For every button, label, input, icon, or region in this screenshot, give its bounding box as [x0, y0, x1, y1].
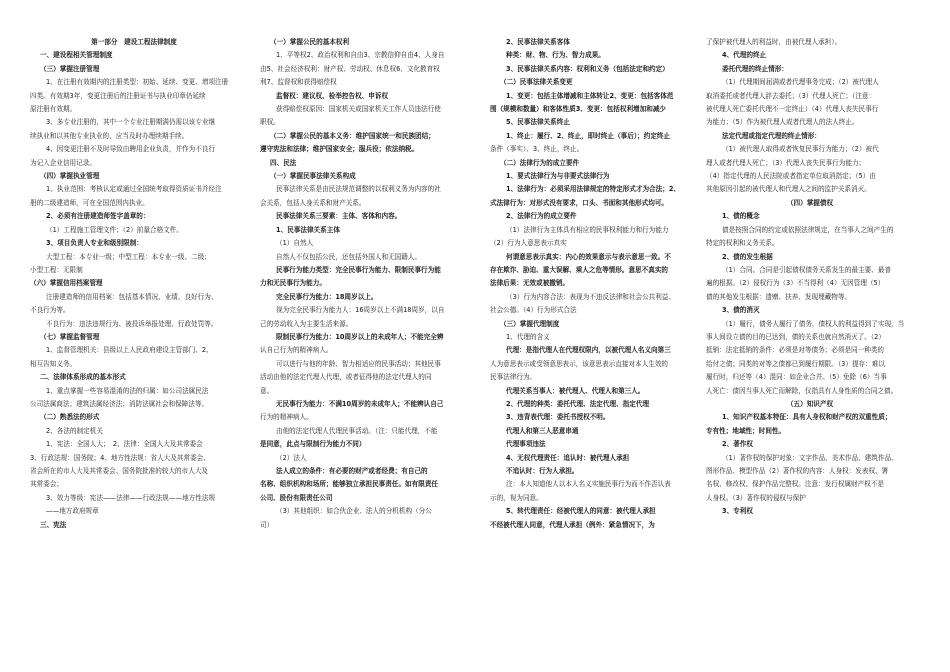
- text-line: 代理人和第三人恶意串通: [506, 426, 579, 435]
- text-line: 3、债的消灭: [722, 306, 760, 315]
- text-line: 民事法律关系三要素：主体、客体和内容。: [276, 212, 402, 221]
- text-line: 完全民事行为能力：18周岁以上。: [276, 292, 378, 301]
- text-line: 不追认时：行为人承担。: [506, 467, 579, 475]
- text-line: 3、违背表代理：委托书授权不明。: [506, 413, 610, 422]
- text-line: 3、专利权: [722, 507, 753, 516]
- text-line: 事人间设立债的目的已达到，债的关系也就自然消灭了。（2）: [706, 332, 885, 341]
- text-line: 3、行政法规：国务院；4、地方性法规：省人大及其常委会、: [30, 453, 210, 462]
- text-line: 无民事行为能力：不满10周岁的未成年人；不能辨认自己: [276, 399, 444, 408]
- column-2: [260, 36, 468, 532]
- text-line: 力和无民事行为能力。: [260, 279, 326, 288]
- text-line: 司）: [260, 520, 274, 529]
- text-line: 名权、修改权、保护作品完整权。注意：发行权属财产权不是: [706, 480, 885, 489]
- text-line: 可以进行与他的年龄、智力相适应的民事活动；其他民事: [276, 359, 441, 368]
- text-line: 1、债的概念: [722, 212, 760, 221]
- text-line: （六）掌握信用档案管理: [30, 279, 103, 288]
- text-line: 4、代理的终止: [722, 51, 767, 60]
- text-line: 4、因变更注册不及时导致由聘用企业负责，并作为不良行: [46, 145, 216, 154]
- text-line: 第一部分 建设工程法律制度: [91, 38, 177, 46]
- column-1: [30, 36, 238, 532]
- text-line: 式法律行为：对形式没有要求，口头、书面和其他形式均可。: [490, 198, 669, 207]
- text-line: 1、平等权2、政治权利和自由3、宗教信仰自由4、人身自: [276, 51, 445, 60]
- text-line: 人身权。（3）著作权的侵权与保护: [706, 493, 806, 502]
- text-line: 2、必须有注册建造师签字盖章的：: [46, 212, 150, 221]
- text-line: 人为意思表示或受领意思表示，该意思表示直接对本人生效的: [490, 359, 669, 368]
- text-line: 是同意，此点与限制行为能力不同）: [260, 440, 366, 449]
- text-line: 委托代理的终止情形：: [722, 64, 788, 73]
- text-line: （2）法人: [276, 453, 307, 462]
- text-line: 获得赔偿权原因：国家机关或国家机关工作人员违法行使: [276, 105, 441, 114]
- text-line: 1、要式法律行为与非要式法律行为: [506, 172, 610, 181]
- text-line: 职权。: [260, 118, 280, 127]
- text-line: 债的其他发生根据：遗赠、扶养、发现埋藏物等。: [706, 292, 852, 301]
- text-line: 1、知识产权基本特征：具有人身权和财产权的双重性质；: [722, 413, 892, 422]
- text-line: 由5、社会经济权利：财产权、劳动权、休息权6、文化教育权: [260, 64, 440, 73]
- text-line: 四类。有效期3年，变更注册后的注册证书与执业印章仍延续: [30, 91, 206, 100]
- text-line: 2、各法的制定机关: [46, 426, 103, 435]
- text-line: 5、转代理责任：经被代理人的同意：被代理人承担: [506, 507, 656, 516]
- text-line: 代理关系当事人：被代理人、代理人和第三人。: [506, 386, 645, 395]
- text-line: 为能力；（5）作为被代理人或者代理人的法人终止。: [706, 118, 859, 127]
- text-line: 行为的精神病人。: [260, 413, 313, 422]
- text-line: 认自己行为的精神病人。: [260, 346, 333, 355]
- text-line: 3、项目负责人专业和级别限制：: [46, 239, 143, 248]
- text-line: 小型工程：无限制: [30, 265, 83, 274]
- text-line: （二）法律行为的成立要件: [500, 158, 580, 167]
- text-line: 1、宪法：全国人大； 2、法律：全国人大及其常委会: [46, 440, 203, 449]
- text-line: 法人成立的条件：有必要的财产或者经费；有自己的: [276, 467, 428, 475]
- text-line: 1、监督管理机关：县级以上人民政府建设主管部门、2、: [46, 346, 213, 355]
- text-line: 名称、组织机构和场所；能够独立承担民事责任。如有限责任: [260, 480, 439, 489]
- text-line: 理人或者代理人死亡；（3）代理人丧失民事行为能力；: [706, 158, 866, 167]
- text-line: 利7、监督权和获得赔偿权: [260, 78, 337, 87]
- text-line: 注：本人知道他人以本人名义实施民事行为而不作否认表: [506, 480, 671, 489]
- text-line: 为记入企业信用记录。: [30, 158, 96, 167]
- text-line: 专有性；地域性；时间性。: [706, 426, 786, 435]
- text-line: （1）工程施工管理文件；（2）前量合格文件。: [46, 225, 183, 234]
- text-line: （四）掌握执业管理: [40, 172, 100, 181]
- text-line: 公司法属商法；建筑法属经济法；消防法属社会和保障法等。: [30, 399, 209, 408]
- text-line: 不良行为：违法违规行为、被投诉举报处理、行政处罚等。: [46, 319, 218, 328]
- text-line: （二）民事法律关系变更: [500, 78, 573, 87]
- text-line: 取消委托或者代理人辞去委托；（3）代理人死亡；（注意：: [706, 91, 876, 100]
- text-line: （三）掌握注册管理: [40, 64, 100, 73]
- text-line: 会关系，包括人身关系和财产关系。: [260, 198, 366, 207]
- text-line: 1、执业范围：考核认定或通过全国统考取得资质证书并经注: [46, 185, 222, 194]
- text-line: （1）履行，债务人履行了债务，债权人的利益得到了实现，当: [722, 319, 905, 328]
- text-line: （1）法律行为主体具有相应的民事权利能力和行为能力: [506, 225, 669, 234]
- text-line: （一）掌握民事法律关系构成: [270, 172, 356, 181]
- text-line: 特定的权利和义务关系。: [706, 239, 779, 248]
- text-line: 人死亡：债因当事人死亡而解除，仅指具有人身性质的合同之债。: [706, 386, 898, 395]
- text-line: 何谓意思表示真实：内心的效果意示与表示意思一致。不: [506, 252, 671, 261]
- text-line: 被代理人死亡委托代理不一定终止）（4）代理人丧失民事行: [706, 105, 879, 114]
- text-line: 1、重点掌握一些容易混淆的法的归属：如公司法属民法: [46, 386, 209, 395]
- text-line: 3、多专业注册的，其中一个专业注册期满仍需以该专业继: [46, 118, 216, 127]
- text-line: 条件（事实）、3、终止，终止。: [490, 145, 584, 154]
- text-line: （五）知识产权: [786, 399, 834, 408]
- text-line: （4）指定代理的人民法院或者指定单位取消指定；（5）由: [706, 172, 876, 181]
- text-line: ——地方政府规章: [46, 507, 99, 516]
- text-line: 1、终止：履行、2、终止，即时终止（事后）；约定终止: [506, 131, 671, 140]
- text-line: （1）著作权的保护对象：文字作品、美术作品、建筑作品、: [722, 453, 898, 462]
- text-line: 公司、股份有限责任公司: [260, 493, 333, 502]
- text-line: 示的，视为同意。: [490, 493, 543, 502]
- text-line: 了保护被代理人的利益时，由被代理人承担）。: [706, 38, 842, 46]
- text-line: 注册建造师的信用档案：包括基本情况、业绩、良好行为、: [46, 292, 218, 301]
- text-line: （3）其他组织：如合伙企业、法人的分机机构（分公: [276, 507, 432, 516]
- text-line: （四）掌握债权: [786, 198, 834, 207]
- text-line: 抵销：法定抵销的条件：必须是对等债务；必须是同一种类的: [706, 346, 885, 355]
- column-4: [706, 36, 914, 519]
- text-line: （1）合同。合同是引起债权债务关系发生的最主要、最普: [722, 265, 892, 274]
- text-line: 由他的法定代理人代理民事活动。（注：只能代理，不能: [276, 426, 438, 435]
- text-line: 种类：财、物、行为、智力成果。: [506, 51, 605, 60]
- text-line: 2、民事法律关系客体: [506, 38, 570, 46]
- column-3: [490, 36, 698, 532]
- text-line: 省会所在的市人大及其常委会、国务院批准的较大的市人大及: [30, 467, 209, 475]
- text-line: （2）行为人意思表示真实: [490, 239, 567, 248]
- text-line: 图形作品、模型作品（2）著作权的内容：人身权：发表权、署: [706, 467, 889, 475]
- text-line: 2、债的发生根据: [722, 252, 773, 261]
- text-line: 代理事项违法: [506, 440, 546, 449]
- text-line: 民事法律行为。: [490, 373, 537, 382]
- text-line: 续执业和以其他专业执业的，应当及时办理续期手续。: [30, 131, 189, 140]
- text-line: （二）熟悉法的形式: [40, 413, 100, 422]
- text-line: 三、宪法: [40, 520, 67, 529]
- text-line: 给付之债；同类的对等之债都已到履行期限。（3）提存：难以: [706, 359, 885, 368]
- text-line: 自然人不仅包括公民，还包括外国人和无国籍人。: [276, 252, 422, 261]
- text-line: 1、法律行为：必须采用法律规定的特定形式才为合法；2、: [506, 185, 681, 194]
- text-line: （二）掌握公民的基本义务：维护国家统一和民族团结；: [270, 131, 435, 140]
- text-line: 大型工程：本专业一级；中型工程：本专业一级、二级；: [46, 252, 211, 261]
- text-line: 二、法律体系形成的基本形式: [40, 373, 126, 382]
- text-line: 1、变更：包括主体增减和主体转让2、变更：包括客体范: [506, 91, 674, 100]
- text-line: 一、建设程相关管理制度: [40, 51, 113, 60]
- text-line: 限制民事行为能力：10周岁以上的未成年人；不能完全辨: [276, 332, 444, 341]
- text-line: 民事法律关系是由民法规范调整的以权利义务为内容的社: [276, 185, 441, 194]
- text-line: （1）被代理人取得或者恢复民事行为能力；（2）被代: [722, 145, 879, 154]
- text-line: 四、民法: [270, 158, 297, 167]
- text-line: 不经被代理人同意，代理人承担（例外：紧急情况下，为: [490, 520, 655, 529]
- text-line: 己的劳动收入为主要生活来源。: [260, 319, 353, 328]
- text-line: 代理：是指代理人在代理权限内，以被代理人名义向第三: [506, 346, 671, 355]
- text-line: 1、在注册有效期内的注册类型：初始、延续、变更、增项注册: [46, 78, 229, 87]
- text-line: 围（规模和数量）和客体性质3、变更：包括权利增加和减少: [490, 105, 667, 114]
- text-line: （1）自然人: [276, 239, 314, 248]
- text-line: 视为完全民事行为能力人：16周岁以上不满18周岁，以自: [276, 306, 445, 315]
- text-line: 活动由他的法定代理人代理，或者征得他的法定代理人的同: [260, 373, 432, 382]
- text-line: 3、效力等级：宪法——法律——行政法规——地方性法规: [46, 493, 216, 502]
- text-line: 遵守宪法和法律；维护国家安全；服兵役；依法纳税。: [260, 145, 419, 154]
- text-line: 1、民事法律关系主体: [276, 225, 340, 234]
- text-line: （3）行为内容合法：表现为不违反法律和社会公共利益、: [506, 292, 676, 301]
- text-line: 不良行为等。: [30, 306, 70, 315]
- text-line: 1、代理的含义: [506, 332, 550, 341]
- text-line: 债是按照合同的约定或依照法律规定，在当事人之间产生的: [722, 225, 894, 234]
- text-line: 意。: [260, 386, 274, 395]
- text-line: 其常委会；: [30, 480, 63, 489]
- text-line: 册的二级建造师，可在全国范围内执业。: [30, 198, 149, 207]
- text-line: 相互告知义务。: [30, 359, 77, 368]
- text-line: 社会公德。（4）行为形式合法: [490, 306, 577, 315]
- text-line: 2、代理的种类：委托代理、法定代理、指定代理: [506, 399, 650, 408]
- text-line: （1）代理期间届满或者代理事务完成；（2）被代理人: [722, 78, 879, 87]
- text-line: 法定代理或指定代理的终止情形：: [722, 131, 821, 140]
- text-line: 民事行为能力类型：完全民事行为能力、限制民事行为能: [276, 265, 441, 274]
- text-line: 监督权：建议权、检举控告权、申诉权: [276, 91, 389, 100]
- text-line: 遍的根据。（2）侵权行为（3）不当得利（4）无因管理（5）: [706, 279, 885, 288]
- text-line: 4、无权代理责任：追认时：被代理人承担: [506, 453, 630, 462]
- text-line: （一）掌握公民的基本权利: [270, 38, 350, 46]
- text-line: 3、民事法律关系内容：权利和义务（包括法定和约定）: [506, 64, 669, 73]
- text-line: 原注册有效期。: [30, 105, 77, 114]
- text-line: 5、民事法律关系终止: [506, 118, 570, 127]
- text-line: 履行时，归还等（4）混同：如企业合并。（5）免除（6）当事: [706, 373, 887, 382]
- text-line: 存在欺诈、胁迫、重大误解、乘人之危等情形。意思不真实的: [490, 265, 669, 274]
- text-line: 法律后果：无效或被撤销。: [490, 279, 570, 288]
- text-line: （七）掌握监督管理: [40, 332, 100, 341]
- text-line: 2、著作权: [722, 440, 753, 449]
- text-line: 其他原因引起的被代理人和代理人之间的监护关系消灭。: [706, 185, 871, 194]
- text-line: （三）掌握代理制度: [500, 319, 560, 328]
- text-line: 2、法律行为的成立要件: [506, 212, 577, 221]
